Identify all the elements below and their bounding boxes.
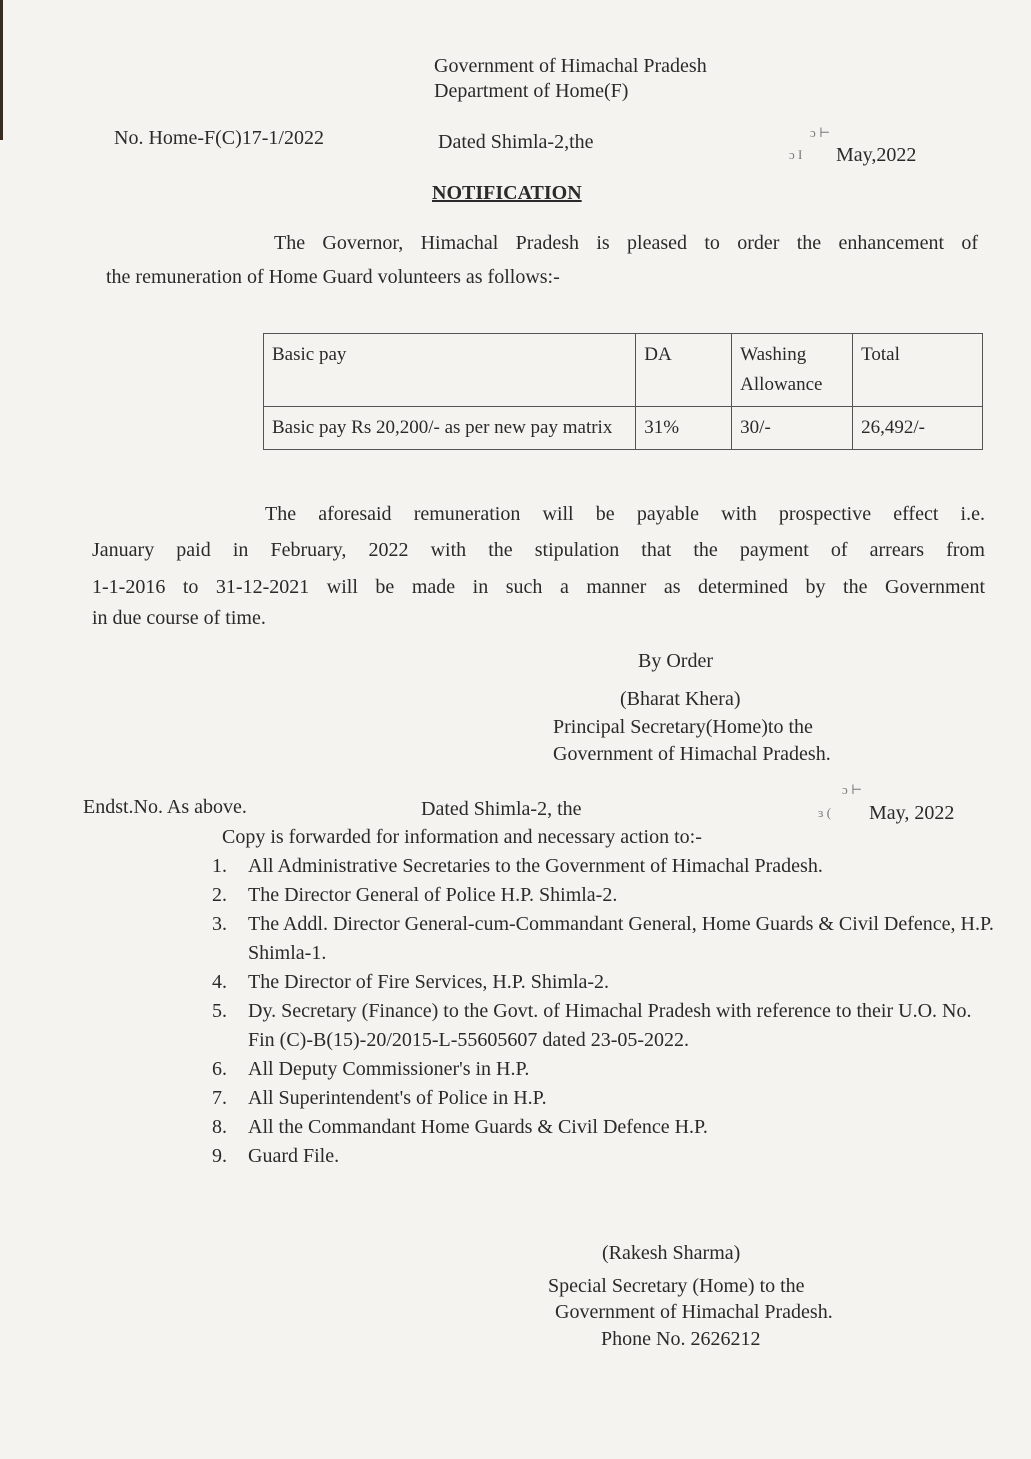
cell-washing: 30/-: [732, 407, 853, 450]
body-line-4: in due course of time.: [92, 607, 266, 629]
list-text: The Director of Fire Services, H.P. Shimla-2.: [248, 971, 610, 993]
endst-dated: Dated Shimla-2, the: [421, 798, 582, 820]
phone-number: Phone No. 2626212: [601, 1328, 761, 1350]
ref-date: May,2022: [836, 144, 917, 166]
handwritten-date-mark-4: ɜ (: [818, 805, 832, 820]
list-text: All the Commandant Home Guards & Civil Defence H.P.: [248, 1116, 708, 1138]
list-item: [212, 1142, 1002, 1171]
signatory-name-1: (Bharat Khera): [620, 688, 741, 710]
header-washing-allowance: Washing Allowance: [732, 334, 853, 407]
by-order: By Order: [638, 650, 713, 672]
ref-number: No. Home-F(C)17-1/2022: [114, 127, 324, 149]
body-line-3: 1-1-2016 to 31-12-2021 will be made in such a manner as determined by the Government: [92, 576, 985, 598]
list-item: [212, 1055, 1002, 1084]
list-item: [212, 968, 1002, 997]
table-header-row: [264, 334, 983, 407]
notification-title: NOTIFICATION: [432, 182, 582, 204]
list-text: Guard File.: [248, 1145, 340, 1167]
dept-title: Department of Home(F): [434, 80, 629, 102]
copy-list: [212, 852, 1002, 1171]
signatory-govt-2: Government of Himachal Pradesh.: [555, 1301, 833, 1323]
cell-basic-pay: Basic pay Rs 20,200/- as per new pay matrix: [264, 407, 636, 450]
list-number: 8.: [212, 1116, 227, 1138]
list-text: All Administrative Secretaries to the Government of Himachal Pradesh.: [248, 855, 823, 877]
signatory-name-2: (Rakesh Sharma): [602, 1242, 741, 1264]
list-item: [212, 997, 1002, 1055]
list-number: 3.: [212, 913, 227, 935]
list-number: 2.: [212, 884, 227, 906]
header-basic-pay: Basic pay: [264, 334, 636, 407]
govt-title: Government of Himachal Pradesh: [434, 55, 707, 77]
intro-line-2: the remuneration of Home Guard volunteers as follows:-: [106, 266, 560, 288]
cell-total: 26,492/-: [853, 407, 983, 450]
signatory-designation-2: Special Secretary (Home) to the: [548, 1275, 805, 1297]
list-item: [212, 1113, 1002, 1142]
list-number: 7.: [212, 1087, 227, 1109]
signatory-designation-1: Principal Secretary(Home)to the: [553, 716, 813, 738]
endst-date: May, 2022: [869, 802, 955, 824]
intro-line-1: The Governor, Himachal Pradesh is pleased to order the enhancement of: [274, 232, 978, 254]
list-text: The Addl. Director General-cum-Commandant General, Home Guards & Civil Defence, H.P. Shimla-1.: [248, 913, 994, 964]
cell-da: 31%: [636, 407, 732, 450]
remuneration-table: [263, 333, 983, 450]
ref-dated: Dated Shimla-2,the: [438, 131, 594, 153]
handwritten-date-mark-2: ɔ I: [789, 147, 803, 162]
list-number: 6.: [212, 1058, 227, 1080]
list-text: Dy. Secretary (Finance) to the Govt. of Himachal Pradesh with reference to their U.O. No. Fin (C)-B(15)-20/2015-L-55605607 dated 23-05-2022.: [248, 1000, 972, 1051]
endst-intro: Copy is forwarded for information and necessary action to:-: [222, 826, 702, 848]
list-text: The Director General of Police H.P. Shimla-2.: [248, 884, 618, 906]
handwritten-date-mark: ɔ ⊢: [810, 125, 831, 140]
table-row: [264, 407, 983, 450]
signatory-govt-1: Government of Himachal Pradesh.: [553, 743, 831, 765]
list-text: All Superintendent's of Police in H.P.: [248, 1087, 547, 1109]
list-item: [212, 881, 1002, 910]
header-total: Total: [853, 334, 983, 407]
list-number: 9.: [212, 1145, 227, 1167]
body-line-2: January paid in February, 2022 with the stipulation that the payment of arrears from: [92, 539, 985, 561]
list-number: 1.: [212, 855, 227, 877]
list-item: [212, 1084, 1002, 1113]
body-line-1: The aforesaid remuneration will be payable with prospective effect i.e.: [265, 503, 985, 525]
endst-number: Endst.No. As above.: [83, 796, 247, 818]
list-text: All Deputy Commissioner's in H.P.: [248, 1058, 530, 1080]
handwritten-date-mark-3: ɔ ⊢: [842, 782, 863, 797]
list-number: 5.: [212, 1000, 227, 1022]
list-item: [212, 852, 1002, 881]
scan-edge: [0, 0, 3, 140]
list-number: 4.: [212, 971, 227, 993]
header-da: DA: [636, 334, 732, 407]
list-item: [212, 910, 1002, 968]
